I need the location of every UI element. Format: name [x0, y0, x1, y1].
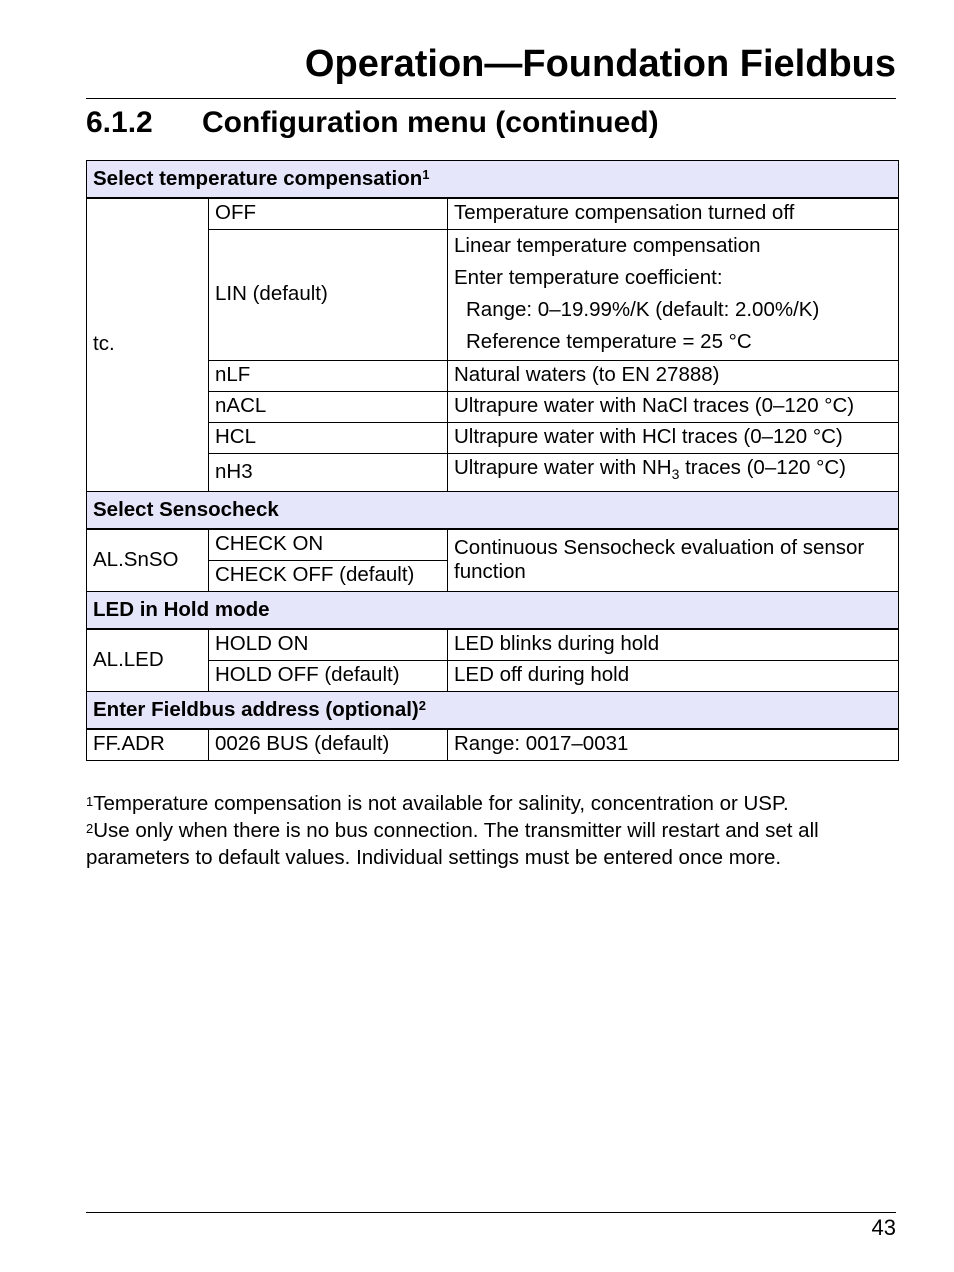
table-row — [87, 454, 899, 492]
parameter-al-led: AL.LED — [87, 629, 209, 692]
option-cell: HCL — [209, 423, 448, 454]
footnote-1: $^1$Temperature compensation is not available for salinity, concentration or USP. — [86, 792, 789, 815]
description-cell: LED off during hold — [448, 661, 899, 692]
description-cell: LED blinks during hold — [448, 629, 899, 661]
option-cell: HOLD OFF (default) — [209, 661, 448, 692]
table-row — [87, 423, 899, 454]
option-cell: CHECK OFF (default) — [209, 561, 448, 592]
option-cell: CHECK ON — [209, 529, 448, 561]
fieldbus-address-heading: Enter Fieldbus address (optional)$^2$ — [87, 692, 899, 730]
footnote-2: $^2$Use only when there is no bus connection. The transmitter will restart and set all parameters to default values. Individual settings must be entered once more. — [86, 819, 819, 869]
parameter-al-snso: AL.SnSO — [87, 529, 209, 592]
table-row — [87, 529, 899, 561]
description-cell: Ultrapure water with $NH_3$ traces (0–120 °C) — [448, 454, 899, 492]
description-cell — [448, 230, 899, 361]
parameter-ff-adr: FF.ADR — [87, 729, 209, 761]
configuration-table — [86, 160, 899, 761]
section-title — [86, 106, 659, 140]
footnote-ref-1: 1 — [422, 167, 430, 182]
option-cell: LIN (default) — [209, 230, 448, 361]
section-number: 6.1.2 — [86, 106, 153, 139]
table-row — [87, 198, 899, 230]
description-line: Reference temperature = 25 °C — [466, 330, 752, 353]
table-row — [87, 661, 899, 692]
table-row — [87, 729, 899, 761]
header-rule — [86, 98, 896, 99]
option-cell: nACL — [209, 392, 448, 423]
description-line: Linear temperature compensation — [454, 234, 761, 257]
footnote-ref-2: 2 — [418, 698, 426, 713]
section-header-sensocheck — [87, 492, 899, 530]
section-header-led-hold — [87, 592, 899, 630]
description-cell: Continuous Sensocheck evaluation of sensor function — [448, 529, 899, 592]
description-line: Range: 0–19.99%/K (default: 2.00%/K) — [466, 298, 820, 321]
section-title-text: Configuration menu (continued) — [202, 106, 659, 139]
description-line: Enter temperature coefficient: — [454, 266, 723, 289]
chapter-title: Operation—Foundation Fieldbus — [304, 43, 896, 85]
description-cell: Range: 0017–0031 — [448, 729, 899, 761]
table-row — [87, 392, 899, 423]
subscript: 3 — [671, 466, 680, 482]
table-row — [87, 629, 899, 661]
table-row — [87, 361, 899, 392]
sensocheck-heading: Select Sensocheck — [87, 492, 899, 530]
led-hold-heading: LED in Hold mode — [87, 592, 899, 630]
section-header-temperature-compensation — [87, 161, 899, 199]
footer-rule — [86, 1212, 896, 1213]
temp-comp-heading: Select temperature compensation$^1$ — [87, 161, 899, 199]
description-cell: Ultrapure water with HCl traces (0–120 °C) — [448, 423, 899, 454]
footnote-mark: 2 — [86, 821, 94, 836]
description-cell: Ultrapure water with NaCl traces (0–120 °C) — [448, 392, 899, 423]
option-cell: 0026 BUS (default) — [209, 729, 448, 761]
table-row — [87, 230, 899, 361]
description-cell: Natural waters (to EN 27888) — [448, 361, 899, 392]
option-cell: OFF — [209, 198, 448, 230]
option-cell: nH3 — [209, 454, 448, 492]
section-header-fieldbus-address — [87, 692, 899, 730]
option-cell: nLF — [209, 361, 448, 392]
description-cell: Temperature compensation turned off — [448, 198, 899, 230]
parameter-tc: tc. — [87, 198, 209, 492]
footnotes — [86, 790, 898, 871]
option-cell: HOLD ON — [209, 629, 448, 661]
page-number: 43 — [871, 1215, 896, 1240]
footnote-mark: 1 — [86, 794, 94, 809]
